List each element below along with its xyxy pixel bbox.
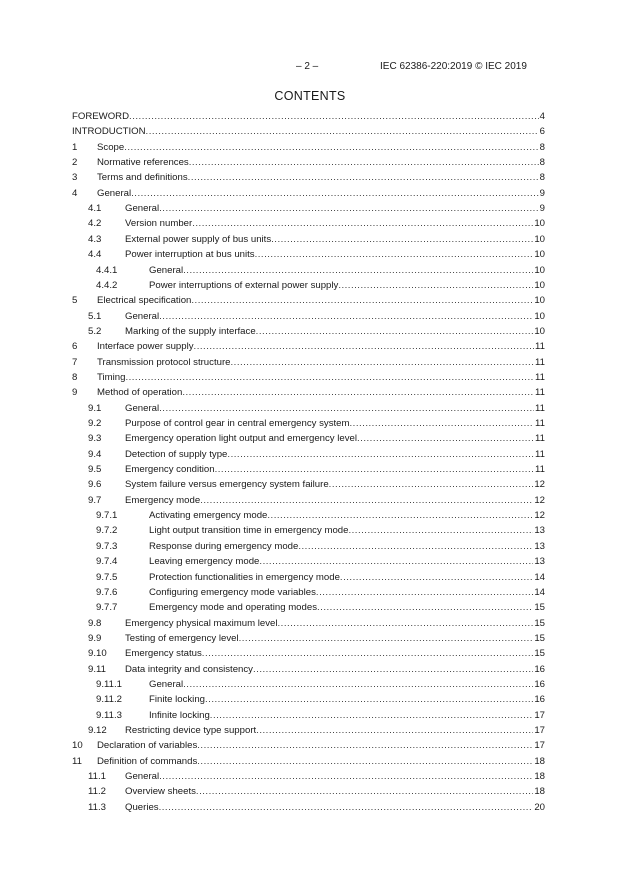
page-header [0, 61, 620, 75]
toc-entry-number: 9.11.3 [96, 709, 122, 721]
toc-entry-page: 8 [539, 172, 545, 184]
toc-entry-page: 18 [534, 786, 545, 798]
toc-entry-number: 7 [72, 356, 78, 368]
toc-dot-leader [125, 372, 534, 383]
toc-entry[interactable] [72, 602, 545, 613]
toc-entry-title: Timing [97, 371, 126, 383]
toc-entry-number: 3 [72, 172, 78, 184]
toc-dot-leader [298, 541, 533, 552]
toc-dot-leader [183, 265, 533, 276]
toc-entry-number: 5.1 [88, 310, 102, 322]
toc-entry-page: 11 [535, 371, 545, 383]
toc-dot-leader [194, 341, 535, 352]
toc-entry-title: Leaving emergency mode [149, 556, 260, 568]
toc-entry[interactable] [72, 126, 545, 137]
toc-entry[interactable] [72, 111, 545, 122]
document-id: IEC 62386-220:2019 © IEC 2019 [380, 61, 527, 72]
toc-entry-title: Detection of supply type [125, 448, 228, 460]
toc-entry-title: Normative references [97, 157, 189, 169]
toc-entry-title: Power interruption at bus units [125, 249, 255, 261]
toc-entry-title: External power supply of bus units [125, 233, 272, 245]
toc-entry-page: 14 [534, 586, 545, 598]
toc-entry-page: 10 [534, 264, 545, 276]
toc-entry[interactable] [72, 802, 545, 813]
toc-dot-leader [230, 357, 534, 368]
toc-dot-leader [317, 602, 533, 613]
toc-dot-leader [205, 694, 533, 705]
toc-entry[interactable] [72, 510, 545, 521]
toc-entry-page: 11 [535, 356, 545, 368]
toc-entry-title: Configuring emergency mode variables [149, 586, 316, 598]
toc-dot-leader [159, 802, 534, 813]
toc-entry[interactable] [72, 157, 545, 168]
toc-entry-title: Terms and definitions [97, 172, 188, 184]
toc-entry-title: General [125, 402, 160, 414]
toc-entry-title: Light output transition time in emergency mode [149, 525, 349, 537]
toc-dot-leader [316, 587, 533, 598]
toc-entry-page: 10 [534, 279, 545, 291]
toc-dot-leader [239, 633, 534, 644]
toc-dot-leader [200, 495, 533, 506]
toc-entry-page: 15 [534, 632, 545, 644]
toc-entry-page: 16 [534, 663, 545, 675]
toc-dot-leader [131, 188, 539, 199]
toc-entry-number: 10 [72, 740, 83, 752]
toc-entry-number: 9.5 [88, 464, 102, 476]
toc-entry-number: 9.1 [88, 402, 102, 414]
toc-entry-number: 11.2 [88, 786, 106, 798]
toc-entry[interactable] [72, 541, 545, 552]
toc-entry[interactable] [72, 572, 545, 583]
toc-entry-page: 15 [534, 617, 545, 629]
toc-entry[interactable] [72, 387, 545, 398]
toc-entry[interactable] [72, 433, 545, 444]
toc-entry-page: 11 [535, 418, 545, 429]
toc-entry-number: 9.11.1 [96, 678, 122, 690]
toc-entry-number: 4.4.1 [96, 264, 118, 276]
toc-dot-leader [357, 433, 534, 444]
toc-entry-number: 2 [72, 157, 78, 169]
toc-entry-number: 11 [72, 755, 82, 767]
toc-entry-title: Queries [125, 801, 159, 813]
toc-entry[interactable] [72, 142, 545, 153]
toc-entry[interactable] [72, 664, 545, 675]
toc-entry-title: Method of operation [97, 387, 183, 399]
toc-dot-leader [329, 479, 534, 490]
toc-entry-number: 1 [72, 141, 78, 153]
toc-dot-leader [146, 126, 539, 137]
toc-entry-title: Infinite locking [149, 709, 210, 721]
toc-entry[interactable] [72, 234, 545, 245]
toc-entry-number: 9.10 [88, 648, 107, 660]
toc-dot-leader [196, 786, 533, 797]
toc-dot-leader [182, 387, 534, 398]
toc-entry[interactable] [72, 280, 545, 291]
toc-entry[interactable] [72, 756, 545, 767]
toc-entry-title: INTRODUCTION [72, 126, 146, 138]
toc-entry[interactable] [72, 679, 545, 690]
toc-entry-title: Response during emergency mode [149, 540, 299, 552]
toc-entry-page: 17 [534, 709, 545, 721]
toc-entry[interactable] [72, 218, 545, 229]
toc-entry-page: 10 [534, 325, 545, 337]
toc-entry-title: Transmission protocol structure [97, 356, 231, 368]
toc-entry[interactable] [72, 188, 545, 199]
toc-entry[interactable] [72, 172, 545, 183]
toc-entry-number: 9 [72, 387, 78, 399]
toc-dot-leader [210, 710, 534, 721]
toc-dot-leader [338, 280, 533, 291]
toc-dot-leader [129, 111, 539, 122]
toc-dot-leader [191, 295, 533, 306]
toc-entry-page: 20 [534, 801, 545, 813]
toc-entry-page: 18 [534, 755, 545, 767]
toc-dot-leader [271, 234, 533, 245]
toc-entry-number: 9.7.6 [96, 586, 118, 598]
toc-entry-title: Version number [125, 218, 193, 230]
toc-entry[interactable] [72, 725, 545, 736]
toc-dot-leader [277, 618, 533, 629]
toc-entry-number: 9.2 [88, 418, 102, 429]
toc-entry-page: 10 [534, 233, 545, 245]
toc-entry-page: 13 [534, 556, 545, 568]
toc-dot-leader [197, 740, 533, 751]
toc-entry[interactable] [72, 311, 545, 322]
toc-entry-page: 10 [534, 218, 545, 230]
toc-entry-number: 4.3 [88, 233, 102, 245]
toc-entry-number: 9.4 [88, 448, 102, 460]
toc-entry-page: 17 [534, 740, 545, 752]
toc-entry-page: 11 [535, 402, 545, 414]
toc-entry[interactable] [72, 249, 545, 260]
toc-entry-number: 4.4.2 [96, 279, 118, 291]
toc-entry[interactable] [72, 525, 545, 536]
toc-entry-number: 9.11.2 [96, 694, 122, 706]
toc-entry-number: 9.7.7 [96, 602, 118, 614]
toc-entry-number: 9.3 [88, 433, 102, 445]
toc-entry-title: Emergency physical maximum level [125, 617, 278, 629]
toc-entry[interactable] [72, 341, 545, 352]
toc-entry-number: 6 [72, 341, 78, 353]
toc-entry[interactable] [72, 403, 545, 414]
toc-entry-number: 9.7.4 [96, 556, 118, 568]
toc-dot-leader [256, 725, 533, 736]
toc-entry-title: Emergency mode and operating modes [149, 602, 317, 614]
toc-entry-page: 11 [535, 387, 545, 399]
toc-entry-number: 5.2 [88, 325, 102, 337]
page-title: CONTENTS [274, 89, 346, 103]
toc-entry-page: 11 [535, 433, 545, 445]
toc-dot-leader [340, 572, 533, 583]
toc-entry[interactable] [72, 771, 545, 782]
toc-entry-title: Activating emergency mode [149, 510, 268, 522]
toc-entry-number: 9.6 [88, 479, 102, 491]
toc-entry[interactable] [72, 633, 545, 644]
toc-dot-leader [124, 142, 538, 153]
toc-entry[interactable] [72, 694, 545, 705]
toc-entry-number: 4.4 [88, 249, 102, 261]
toc-entry[interactable] [72, 418, 545, 429]
toc-entry[interactable] [72, 648, 545, 659]
toc-entry-page: 16 [534, 694, 545, 706]
toc-dot-leader [253, 664, 533, 675]
toc-dot-leader [197, 756, 533, 767]
toc-dot-leader [227, 449, 534, 460]
toc-dot-leader [348, 525, 533, 536]
toc-entry[interactable] [72, 372, 545, 383]
toc-entry[interactable] [72, 556, 545, 567]
toc-dot-leader [259, 556, 533, 567]
toc-entry-title: General [149, 264, 184, 276]
toc-dot-leader [350, 418, 535, 429]
toc-dot-leader [215, 464, 534, 475]
toc-entry-page: 6 [539, 126, 545, 138]
toc-entry-title: Emergency condition [125, 464, 215, 476]
page-number: – 2 – [296, 61, 319, 72]
toc-entry-title: Overview sheets [125, 786, 196, 798]
toc-entry-page: 11 [535, 464, 545, 476]
toc-entry-page: 18 [534, 771, 545, 783]
toc-dot-leader [256, 326, 534, 337]
toc-dot-leader [188, 172, 539, 183]
toc-entry-title: Restricting device type support [125, 725, 257, 736]
toc-entry-title: Emergency mode [125, 494, 201, 506]
toc-entry-page: 12 [534, 510, 545, 522]
toc-entry-title: General [97, 187, 132, 199]
toc-entry-page: 9 [539, 187, 545, 199]
toc-entry-page: 4 [539, 111, 545, 122]
toc-entry-page: 8 [539, 141, 545, 153]
toc-dot-leader [267, 510, 533, 521]
toc-entry-number: 5 [72, 295, 78, 307]
toc-entry[interactable] [72, 326, 545, 337]
toc-entry-page: 8 [539, 157, 545, 169]
toc-dot-leader [159, 311, 533, 322]
toc-entry-number: 9.11 [88, 663, 106, 675]
toc-entry-number: 4.2 [88, 218, 102, 230]
toc-entry-title: Electrical specification [97, 295, 192, 307]
toc-entry[interactable] [72, 203, 545, 214]
toc-entry[interactable] [72, 464, 545, 475]
toc-entry-page: 15 [534, 602, 545, 614]
toc-entry-number: 9.7.2 [96, 525, 118, 537]
toc-entry-number: 9.7 [88, 494, 102, 506]
toc-entry-title: FOREWORD [72, 111, 130, 122]
toc-entry-title: Protection functionalities in emergency mode [149, 571, 340, 583]
toc-entry-number: 9.7.5 [96, 571, 118, 583]
toc-entry-title: Emergency operation light output and emergency level [125, 433, 357, 445]
toc-entry-title: Finite locking [149, 694, 205, 706]
toc-entry[interactable] [72, 786, 545, 797]
toc-entry[interactable] [72, 618, 545, 629]
toc-entry-title: Scope [97, 141, 125, 153]
toc-entry-title: Testing of emergency level [125, 632, 239, 644]
toc-entry[interactable] [72, 295, 545, 306]
toc-entry[interactable] [72, 479, 545, 490]
toc-entry-page: 10 [534, 310, 545, 322]
toc-entry-number: 4 [72, 187, 78, 199]
toc-entry-title: Data integrity and consistency [125, 663, 253, 675]
toc-entry-page: 11 [535, 448, 545, 460]
toc-dot-leader [183, 679, 533, 690]
toc-entry-page: 10 [534, 295, 545, 307]
toc-entry-number: 9.8 [88, 617, 102, 629]
toc-entry-title: Emergency status [125, 648, 202, 660]
toc-entry-title: General [149, 678, 184, 690]
toc-dot-leader [202, 648, 534, 659]
toc-dot-leader [189, 157, 539, 168]
toc-dot-leader [159, 771, 533, 782]
toc-entry-number: 4.1 [88, 203, 102, 215]
toc-entry-title: General [125, 771, 160, 783]
toc-entry[interactable] [72, 587, 545, 598]
toc-entry[interactable] [72, 357, 545, 368]
toc-entry-title: Definition of commands [97, 755, 198, 767]
toc-dot-leader [159, 403, 534, 414]
toc-entry-title: Declaration of variables [97, 740, 198, 752]
toc-entry-page: 9 [539, 203, 545, 215]
toc-entry-title: Power interruptions of external power supply [149, 279, 339, 291]
toc-entry-title: General [125, 310, 160, 322]
toc-dot-leader [192, 218, 533, 229]
toc-entry[interactable] [72, 495, 545, 506]
toc-entry[interactable] [72, 710, 545, 721]
toc-entry-page: 12 [534, 479, 545, 491]
toc-entry-page: 13 [534, 525, 545, 537]
toc-entry-number: 9.12 [88, 725, 107, 736]
toc-entry-number: 11.1 [88, 771, 106, 783]
toc-entry-page: 10 [534, 249, 545, 261]
toc-dot-leader [159, 203, 539, 214]
toc-entry-number: 11.3 [88, 801, 106, 813]
toc-entry-title: System failure versus emergency system failure [125, 479, 329, 491]
toc-entry-page: 17 [534, 725, 545, 736]
toc-entry-page: 14 [534, 571, 545, 583]
toc-dot-leader [255, 249, 534, 260]
toc-entry-number: 8 [72, 371, 78, 383]
toc-entry-title: Purpose of control gear in central emergency system [125, 418, 350, 429]
toc-entry[interactable] [72, 740, 545, 751]
toc-entry[interactable] [72, 265, 545, 276]
toc-entry[interactable] [72, 449, 545, 460]
toc-entry-page: 15 [534, 648, 545, 660]
toc-entry-title: Marking of the supply interface [125, 325, 256, 337]
toc-entry-page: 13 [534, 540, 545, 552]
toc-entry-title: General [125, 203, 160, 215]
toc-entry-page: 11 [535, 341, 545, 353]
toc-entry-page: 16 [534, 678, 545, 690]
toc-entry-page: 12 [534, 494, 545, 506]
toc-entry-title: Interface power supply [97, 341, 194, 353]
toc-entry-number: 9.7.1 [96, 510, 118, 522]
toc-entry-number: 9.9 [88, 632, 102, 644]
toc-entry-number: 9.7.3 [96, 540, 118, 552]
table-of-contents [72, 111, 545, 817]
